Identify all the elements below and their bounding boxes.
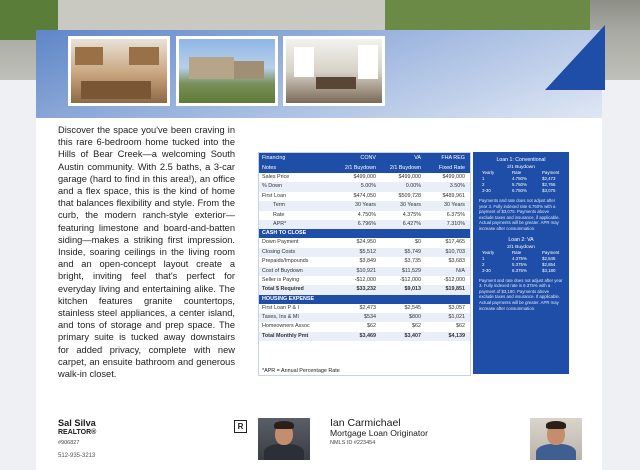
agent-phone[interactable]: 512-935-3213 [58, 453, 96, 459]
table-row: APR* 6.796% 6.427% 7.310% [259, 220, 470, 229]
table-row: Seller is Paying -$12,000 -$12,000 -$12,000 [262, 276, 465, 283]
table-row: Homeowners Assoc $62 $62 $62 [262, 323, 465, 330]
loan2-header: Yearly Rate Payment [482, 249, 560, 255]
apr-footnote: *APR = Annual Percentage Rate [262, 368, 340, 374]
table-row: First Loan $474,050 $509,728 $489,961 [262, 192, 465, 199]
loan2-row: 3-30 6.375% $3,180 [482, 267, 556, 273]
kitchen-photo [68, 36, 170, 106]
loan1-header: Yearly Rate Payment [482, 170, 560, 175]
loan1-row: 2 5.750% $2,766 [482, 182, 556, 187]
loan-officer-headshot [530, 418, 582, 460]
agent-headshot [258, 418, 310, 460]
section-housing-expense: HOUSING EXPENSE [259, 295, 470, 304]
realtor-r-logo: R [234, 420, 247, 433]
table-row: Cost of Buydown $10,921 $11,529 N/A [259, 267, 470, 276]
header-row-1: Financing CONV VA FHA REG [259, 153, 470, 163]
header-row-2: Notes 2/1 Buydown 2/1 Buydown Fixed Rate [259, 163, 470, 173]
table-row: Closing Costs $5,512 $5,749 $10,703 [259, 248, 470, 257]
loan1-row: 3-30 6.750% $3,075 [482, 188, 556, 193]
agent-title: REALTOR® [58, 429, 97, 436]
table-row-total: Total Monthly Pmt $3,469 $3,407 $4,139 [259, 332, 470, 341]
table-row: Sales Price $499,000 $499,000 $499,000 [262, 174, 465, 180]
section-cash-to-close: CASH TO CLOSE [259, 229, 470, 238]
table-row: Rate 4.750% 4.375% 6.375% [273, 211, 465, 218]
agent-id: #906827 [58, 440, 80, 446]
table-row: Prepaids/Impounds $3,849 $3,735 $3,683 [262, 258, 465, 265]
table-row: First Loan P & I $2,473 $2,545 $3,057 [262, 304, 465, 311]
loan2-row: 2 5.375% $2,854 [482, 261, 556, 267]
table-row: % Down 5.00% 0.00% 3.50% [259, 182, 470, 191]
table-row-total: Total $ Required $33,232 $9,013 $19,851 [259, 285, 470, 294]
agent-name: Sal Silva [58, 418, 96, 428]
loan1-subtitle: 2/1 Buydown [507, 165, 535, 170]
table-row: Term 30 Years 30 Years 30 Years [259, 201, 470, 210]
property-description: Discover the space you've been craving in this rare 6-bedroom home tucked into the Hills of Bear Creek—a welcoming South Austin community. With 2.5 baths, a 3-car garage (hard to find in this area!), an office and a flex space, this is the kind of home that balances flexibility and style. From the curb, the modern ranch-style exterior—featuring limestone and board-and-batten siding—makes a striking first impression. Inside, soaring ceilings in the living room and an open-concept layout create a bright, inviting feel that's perfect for everyday living and entertaining alike. The kitchen features granite countertops, stainless steel appliances, a center island, and tons of storage and prep space. The primary suite is tucked away downstairs for added privacy, complete with new carpet, an ensuite bathroom and generous walk-in closet. [58, 125, 235, 380]
loan2-row: 1 4.375% $2,545 [482, 255, 556, 261]
backyard-photo [176, 36, 278, 106]
loan2-note: Payment and rate does not adjust after year 3. Fully indexed rate is 6.375% with a payment of $3,180. Payments above exclude taxes and insurance. If applicable. Actual payments will be greater. APR may increase after consummation. [479, 277, 563, 311]
loan-officer-nmls: NMLS ID #223454 [330, 440, 376, 446]
dining-photo [283, 36, 385, 106]
financing-table [258, 152, 471, 376]
loan2-title: Loan 2: VA [508, 236, 534, 243]
table-row: Taxes, Ins & MI $534 $800 $1,021 [259, 313, 470, 322]
loan-officer-title: Mortgage Loan Originator [330, 428, 428, 438]
blue-corner-accent [545, 25, 605, 90]
loan1-note: Payments and rate does not adjust after year 3. Fully indexed rate 6.750% with a payment of $3,075. Payments above exclude taxes and insurance, if applicable. Actual payments will be greater. APR may increase after consummation. [479, 198, 560, 231]
loan1-title: Loan 1: Conventional [496, 157, 546, 163]
loan1-row: 1 4.750% $2,473 [482, 176, 556, 181]
loan-details-box [473, 152, 569, 374]
loan-officer-block [330, 418, 428, 448]
loan-officer-name: Ian Carmichael [330, 417, 401, 429]
agent-block [58, 418, 96, 448]
loan2-subtitle: 2/1 Buydown [507, 244, 535, 250]
table-row: Down Payment $24,950 $0 $17,465 [262, 239, 465, 246]
